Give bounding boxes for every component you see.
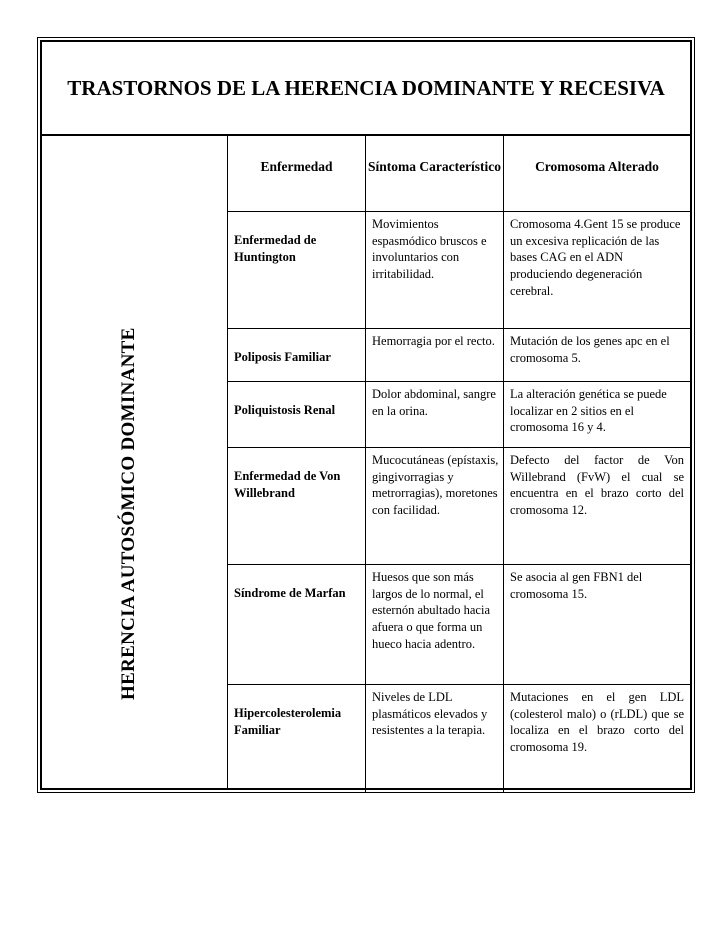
- cell-enfermedad: Síndrome de Marfan: [234, 586, 346, 600]
- cell-cromosoma: Se asocia al gen FBN1 del cromosoma 15.: [503, 565, 690, 684]
- cell-enfermedad: Hipercolesterolemia Familiar: [234, 706, 342, 737]
- cell-enfermedad: Enfermedad de Von Willebrand: [234, 469, 341, 500]
- cell-sintoma: Huesos que son más largos de lo normal, el esternón abultado hacia afuera o que forma un hueco hacia adentro.: [365, 565, 503, 684]
- table-row: [228, 382, 690, 448]
- cell-sintoma: Movimientos espasmódico bruscos e involuntarios con irritabilidad.: [365, 212, 503, 328]
- cell-cromosoma: Mutaciones en el gen LDL (colesterol malo) o (rLDL) que se localiza en el brazo corto del cromosoma 19.: [503, 685, 690, 792]
- header-cromosoma: Cromosoma Alterado: [503, 136, 690, 211]
- cell-sintoma: Mucocutáneas (epístaxis, gingivorragias y metrorragias), moretones con facilidad.: [365, 448, 503, 564]
- document-title: TRASTORNOS DE LA HERENCIA DOMINANTE Y RECESIVA: [67, 76, 665, 100]
- cell-enfermedad: Poliposis Familiar: [234, 350, 331, 364]
- disease-table: [228, 136, 690, 788]
- cell-cromosoma: Cromosoma 4.Gent 15 se produce un excesiva replicación de las bases CAG en el ADN produciendo degeneración cerebral.: [503, 212, 690, 328]
- document-table-frame: [40, 40, 692, 790]
- table-row: [228, 685, 690, 792]
- table-row: [228, 212, 690, 329]
- table-header: [228, 136, 690, 212]
- cell-sintoma: Dolor abdominal, sangre en la orina.: [365, 382, 503, 447]
- side-label-cell: [42, 136, 228, 788]
- table-row: [228, 448, 690, 565]
- title-cell: [42, 42, 690, 136]
- cell-cromosoma: Defecto del factor de Von Willebrand (FvW) el cual se encuentra en el brazo corto del cromosoma 12.: [503, 448, 690, 564]
- side-label: HERENCIA AUTOSÓMICO DOMINANTE: [118, 327, 139, 700]
- table-row: [228, 329, 690, 382]
- cell-sintoma: Hemorragia por el recto.: [365, 329, 503, 381]
- cell-cromosoma: Mutación de los genes apc en el cromosoma 5.: [503, 329, 690, 381]
- header-enfermedad: Enfermedad: [260, 159, 333, 174]
- cell-sintoma: Niveles de LDL plasmáticos elevados y resistentes a la terapia.: [365, 685, 503, 792]
- cell-enfermedad: Enfermedad de Huntington: [234, 233, 317, 264]
- cell-enfermedad: Poliquistosis Renal: [234, 403, 336, 417]
- cell-cromosoma: La alteración genética se puede localizar en 2 sitios en el cromosoma 16 y 4.: [503, 382, 690, 447]
- table-row: [228, 565, 690, 685]
- header-sintoma: Síntoma Característico: [365, 136, 503, 211]
